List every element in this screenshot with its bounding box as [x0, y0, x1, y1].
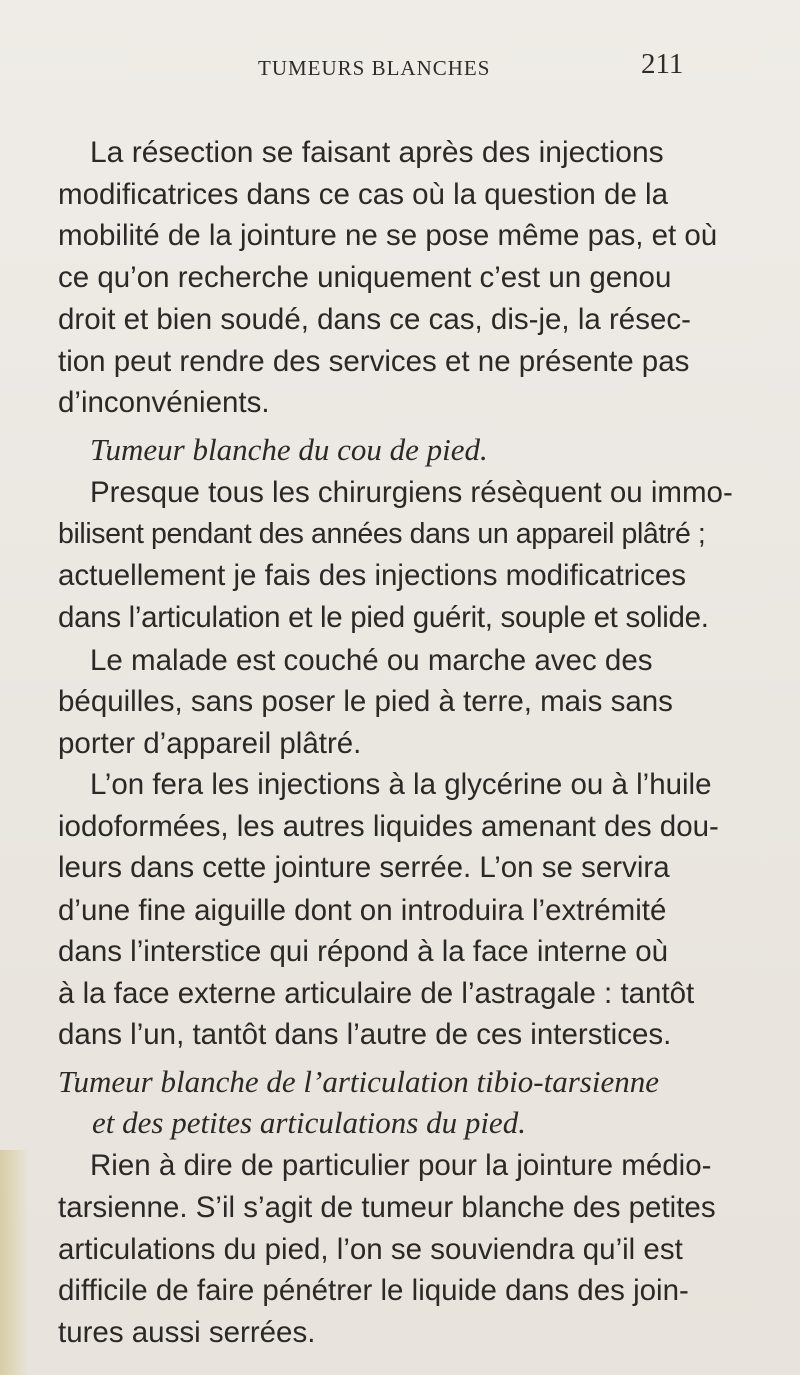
text-line: tures aussi serrées.	[58, 1316, 316, 1349]
section-heading: Tumeur blanche du cou de pied.	[90, 431, 488, 467]
text-line: iodoformées, les autres liquides amenant des dou-	[58, 810, 719, 844]
running-head: TUMEURS BLANCHES	[258, 56, 491, 80]
text-line: mobilité de la jointure ne se pose même pas, et où	[58, 219, 718, 253]
text-line: tarsienne. S’il s’agit de tumeur blanche des petites	[58, 1190, 716, 1224]
text-line: d’inconvénients.	[58, 386, 270, 420]
section-heading: et des petites articulations du pied.	[92, 1105, 526, 1141]
text-line: Rien à dire de particulier pour la jointure médio-	[90, 1149, 712, 1183]
section-heading: Tumeur blanche de l’articulation tibio-tarsienne	[58, 1064, 659, 1100]
page-number: 211	[641, 48, 684, 80]
text-line: dans l’interstice qui répond à la face interne où	[58, 934, 669, 968]
text-line: L’on fera les injections à la glycérine ou à l’huile	[90, 768, 712, 802]
text-line: tion peut rendre des services et ne présente pas	[58, 344, 690, 378]
text-line: La résection se faisant après des injections	[90, 136, 664, 169]
text-line: porter d’appareil plâtré.	[58, 726, 362, 760]
text-line: ce qu’on recherche uniquement c’est un genou	[58, 261, 672, 295]
text-line: dans l’un, tantôt dans l’autre de ces interstices.	[58, 1018, 672, 1052]
text-line: articulations du pied, l’on se souviendra qu’il est	[58, 1232, 683, 1266]
text-line: leurs dans cette jointure serrée. L’on se servira	[58, 851, 670, 885]
text-line: bilisent pendant des années dans un appareil plâtré ;	[58, 518, 706, 551]
text-line: à la face externe articulaire de l’astragale : tantôt	[58, 976, 695, 1010]
text-line: Le malade est couché ou marche avec des	[90, 643, 653, 677]
text-line: droit et bien soudé, dans ce cas, dis-je, la résec-	[58, 302, 691, 336]
text-line: difficile de faire pénétrer le liquide dans des join-	[58, 1273, 689, 1307]
text-line: dans l’articulation et le pied guérit, souple et solide.	[58, 601, 709, 635]
text-line: d’une fine aiguille dont on introduira l’extrémité	[58, 893, 667, 927]
text-line: modificatrices dans ce cas où la question de la	[58, 178, 669, 212]
text-line: actuellement je fais des injections modificatrices	[58, 559, 686, 593]
text-line: Presque tous les chirurgiens résèquent ou immo-	[90, 475, 733, 509]
text-line: béquilles, sans poser le pied à terre, mais sans	[58, 684, 673, 718]
